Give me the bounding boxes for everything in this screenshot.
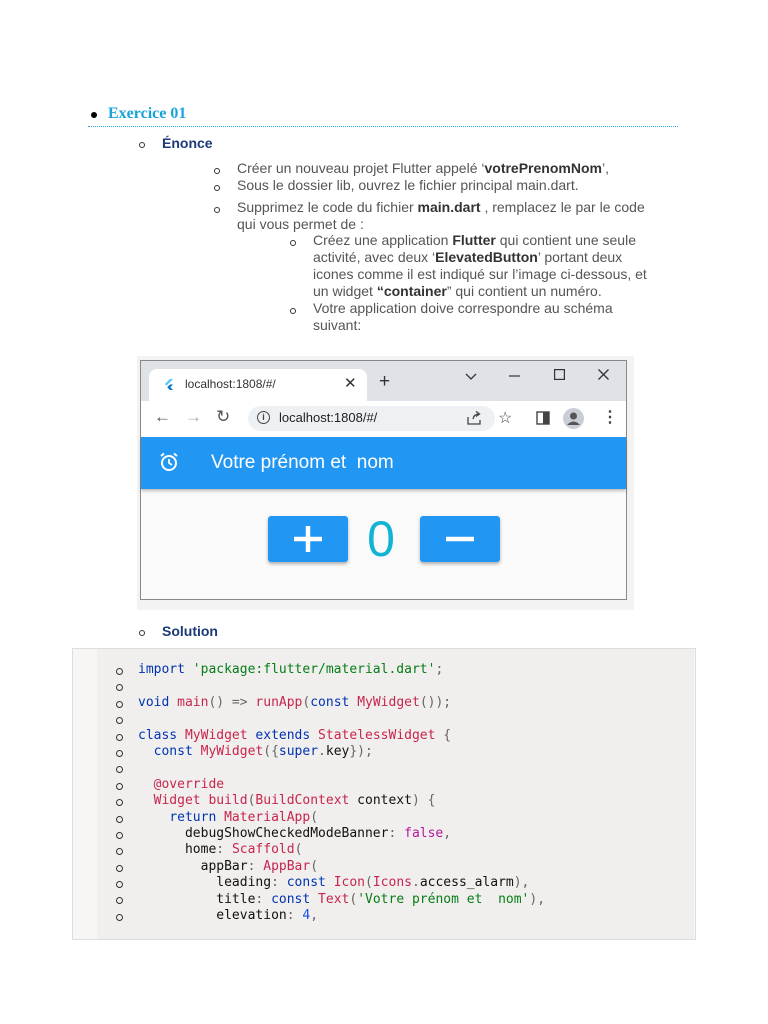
reload-icon[interactable]: ↻ [216,407,231,426]
code-line: const MyWidget({super.key}); [153,744,373,760]
sub1-line2: activité, avec deux ‘ [313,249,436,265]
sub2-line2: suivant: [313,317,362,333]
sub1-bold1: Flutter [452,232,496,248]
plus-icon [268,516,348,562]
address-url: localhost:1808/#/ [279,410,378,425]
code-line: debugShowCheckedModeBanner: false, [184,826,452,842]
circle-bullet-icon [214,207,220,213]
sub-instruction-2 [313,300,613,334]
forward-icon[interactable]: → [185,407,202,426]
circle-bullet-icon [290,308,296,314]
sub2-line1: Votre application doive correspondre au schéma [313,300,613,316]
back-icon[interactable]: ← [154,407,171,426]
tab-title: localhost:1808/#/ [185,377,276,391]
browser-window [140,360,627,600]
browser-tab[interactable] [149,369,367,401]
instruction-1-end: ’, [601,160,609,176]
bookmark-star-icon[interactable]: ☆ [498,410,513,427]
instruction-1-text: Créer un nouveau projet Flutter appelé ‘ [237,160,485,176]
decrement-button[interactable] [420,516,500,562]
sub1-bold4: “container [376,283,447,299]
app-bar-title: Votre prénom et nom [211,452,394,473]
exercise-heading [88,104,678,127]
code-line: home: Scaffold( [184,842,303,858]
app-screenshot [137,356,634,610]
minus-icon [420,516,500,562]
exercise-title: Exercice 01 [108,105,187,122]
code-line: elevation: 4, [216,908,319,924]
profile-avatar[interactable] [563,408,584,429]
instruction-1 [237,160,609,177]
circle-bullet-icon [214,168,220,174]
close-tab-icon[interactable]: ✕ [344,375,357,392]
sub1-bold2: ElevatedButton [435,249,538,265]
bullet-icon [91,112,97,118]
circle-bullet-icon [290,240,296,246]
code-line: leading: const Icon(Icons.access_alarm), [216,875,530,891]
solution-label: Solution [162,623,218,639]
instruction-3 [237,199,645,233]
sub1-line4-end: ” qui contient un numéro. [446,283,602,299]
circle-bullet-icon [139,142,145,148]
info-icon[interactable]: i [257,411,270,424]
code-line: Widget build(BuildContext context) { [153,793,436,809]
enonce-label: Énonce [162,135,213,151]
flutter-logo-icon [163,379,175,391]
code-line: @override [153,776,225,792]
minimize-icon[interactable] [509,375,520,377]
code-listing [138,662,545,925]
close-window-icon[interactable] [598,369,609,380]
share-icon[interactable] [467,411,482,425]
code-line: import 'package:flutter/material.dart'; [138,662,444,677]
instruction-2: Sous le dossier lib, ouvrez le fichier principal main.dart. [237,177,579,193]
instruction-3-end: , remplacez le par le code [480,199,645,215]
browser-tab-bar [141,361,626,401]
instruction-1-bold: votrePrenomNom [484,160,602,176]
chevron-down-icon[interactable] [465,373,477,381]
side-panel-icon[interactable] [536,411,550,425]
increment-button[interactable] [268,516,348,562]
sub1-line1: Créez une application [313,232,453,248]
app-bar [141,437,626,489]
code-line: title: const Text('Votre prénom et nom'), [216,891,546,907]
sub-instruction-1 [313,232,647,300]
circle-bullet-icon [139,630,145,636]
more-menu-icon[interactable]: ⋮ [602,409,618,426]
code-line: class MyWidget extends StatelessWidget { [138,727,452,743]
code-line: return MaterialApp( [169,809,319,825]
instruction-3-text: Supprimez le code du fichier [237,199,418,215]
sub1-line3: icones comme il est indiqué sur l’image ci-dessous, et [313,266,647,282]
code-line: appBar: AppBar( [200,858,319,874]
maximize-icon[interactable] [554,369,565,380]
sub1-line4: un widget [313,283,377,299]
code-line: void main() => runApp(const MyWidget()); [138,694,452,710]
person-icon [563,408,584,429]
alarm-clock-icon[interactable] [159,452,179,472]
sub1-line1-end: qui contient une seule [495,232,636,248]
browser-toolbar [141,401,626,437]
circle-bullet-icon [214,185,220,191]
sub1-line2-end: ’ portant deux [537,249,623,265]
counter-value: 0 [367,511,395,567]
instruction-3-line2: qui vous permet de : [237,216,364,232]
new-tab-icon[interactable]: + [379,371,391,392]
instruction-3-bold: main.dart [417,199,481,215]
address-bar[interactable] [248,406,495,431]
